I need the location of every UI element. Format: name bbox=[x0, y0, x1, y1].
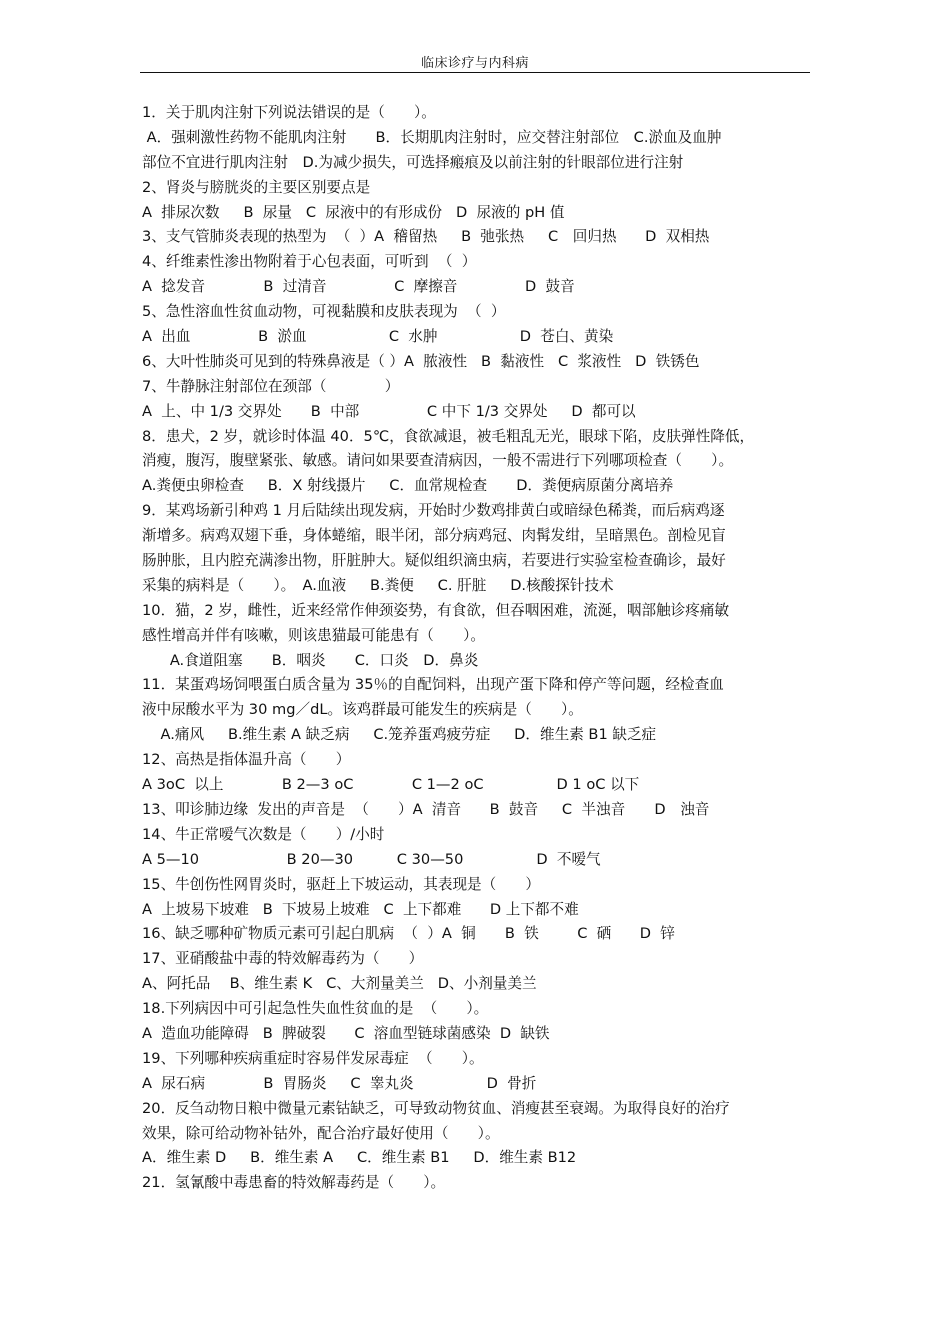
text-line: 4、纤维素性渗出物附着于心包表面，可听到 （ ） bbox=[142, 253, 477, 271]
text-line: A、阿托品 B、维生素 K C、大剂量美兰 D、小剂量美兰 bbox=[142, 975, 537, 993]
text-line: 部位不宜进行肌肉注射 D.为减少损失，可选择瘢痕及以前注射的针眼部位进行注射 bbox=[142, 153, 684, 171]
text-line: 19、下列哪种疾病重症时容易伴发尿毒症 （ ）。 bbox=[142, 1049, 484, 1067]
text-line: 5、急性溶血性贫血动物，可视黏膜和皮肤表现为 （ ） bbox=[142, 303, 506, 321]
text-line: 21．氢氰酸中毒患畜的特效解毒药是（ ）。 bbox=[142, 1174, 446, 1192]
text-line: A．强刺激性药物不能肌肉注射 B．长期肌肉注射时，应交替注射部位 C.淤血及血肿 bbox=[142, 128, 722, 146]
text-line: A 上坡易下坡难 B 下坡易上坡难 C 上下都难 D 上下都不难 bbox=[142, 900, 579, 918]
text-line: 17、亚硝酸盐中毒的特效解毒药为（ ） bbox=[142, 950, 424, 968]
text-line: 9．某鸡场新引种鸡 1 月后陆续出现发病，开始时少数鸡排黄白或暗绿色稀粪，而后病鸡逐 bbox=[142, 502, 725, 520]
text-line: 1．关于肌肉注射下列说法错误的是（ ）。 bbox=[142, 104, 436, 121]
question-list bbox=[142, 101, 814, 1196]
text-line: 肠肿胀，且内腔充满渗出物，肝脏肿大。疑似组织滴虫病，若要进行实验室检查确诊，最好 bbox=[142, 552, 726, 570]
text-line: 采集的病料是（ ）。 A.血液 B.粪便 C. 肝脏 D.核酸探针技术 bbox=[142, 576, 614, 594]
text-line: A 上、中 1/3 交界处 B 中部 C 中下 1/3 交界处 D 都可以 bbox=[142, 402, 636, 420]
text-line: 感性增高并伴有咳嗽，则该患猫最可能患有（ ）。 bbox=[142, 626, 485, 644]
text-line: 12、高热是指体温升高（ ） bbox=[142, 751, 351, 769]
text-line: 2、肾炎与膀胱炎的主要区别要点是 bbox=[142, 178, 371, 196]
text-line: 消瘦，腹泻，腹壁紧张、敏感。请问如果要查清病因，一般不需进行下列哪项检查（ ）。 bbox=[142, 452, 734, 470]
text-line: 20．反刍动物日粮中微量元素钴缺乏，可导致动物贫血、消瘦甚至衰竭。为取得良好的治疗 bbox=[142, 1099, 730, 1117]
text-line: 15、牛创伤性网胃炎时，驱赶上下坡运动，其表现是（ ） bbox=[142, 875, 541, 893]
text-line: A 捻发音 B 过清音 C 摩擦音 D 鼓音 bbox=[142, 278, 575, 296]
page-header-title: 临床诊疗与内科病 bbox=[420, 56, 529, 71]
text-line: 渐增多。病鸡双翅下垂，身体蜷缩，眼半闭，部分病鸡冠、肉髯发绀，呈暗黑色。剖检见盲 bbox=[142, 527, 726, 545]
text-line: 效果，除可给动物补钴外，配合治疗最好使用（ ）。 bbox=[142, 1124, 500, 1142]
text-line: A.食道阻塞 B．咽炎 C．口炎 D．鼻炎 bbox=[142, 651, 479, 669]
text-line: 3、支气管肺炎表现的热型为 （ ）A 稽留热 B 弛张热 C 回归热 D 双相热 bbox=[142, 228, 710, 246]
text-line: 13、叩诊肺边缘 发出的声音是 （ ）A 清音 B 鼓音 C 半浊音 D 浊音 bbox=[142, 800, 710, 818]
text-line: 8．患犬，2 岁，就诊时体温 40．5℃，食欲减退，被毛粗乱无光，眼球下陷，皮肤弹性降低， bbox=[142, 427, 755, 445]
text-line: A．维生素 D B．维生素 A C．维生素 B1 D．维生素 B12 bbox=[142, 1149, 577, 1167]
text-line: 16、缺乏哪种矿物质元素可引起白肌病 （ ）A 铜 B 铁 C 硒 D 锌 bbox=[142, 925, 675, 943]
text-line: A.粪便虫卵检查 B．X 射线摄片 C．血常规检查 D．粪便病原菌分离培养 bbox=[142, 477, 674, 495]
text-line: 11．某蛋鸡场饲喂蛋白质含量为 35％的自配饲料，出现产蛋下降和停产等问题，经检查血 bbox=[142, 676, 724, 694]
text-line: 10．猫，2 岁，雌性，近来经常作伸颈姿势，有食欲，但吞咽困难，流涎，咽部触诊疼痛敏 bbox=[142, 601, 730, 619]
text-line: A 3oC 以上 B 2—3 oC C 1—2 oC D 1 oC 以下 bbox=[142, 776, 640, 794]
text-line: A 造血功能障碍 B 脾破裂 C 溶血型链球菌感染 D 缺铁 bbox=[142, 1024, 550, 1042]
text-line: A 出血 B 淤血 C 水肿 D 苍白、黄染 bbox=[142, 328, 614, 346]
text-line: 液中尿酸水平为 30 mg／dL。该鸡群最可能发生的疾病是（ ）。 bbox=[142, 701, 583, 719]
text-line: A.痛风 B.维生素 A 缺乏病 C.笼养蛋鸡疲劳症 D．维生素 B1 缺乏症 bbox=[142, 726, 657, 744]
text-line: A 排尿次数 B 尿量 C 尿液中的有形成份 D 尿液的 pH 值 bbox=[142, 203, 565, 221]
text-line: 6、大叶性肺炎可见到的特殊鼻液是（ ）A 脓液性 B 黏液性 C 浆液性 D 铁锈色 bbox=[142, 352, 700, 370]
text-line: 7、牛静脉注射部位在颈部（ ） bbox=[142, 377, 400, 395]
text-line: A 尿石病 B 胃肠炎 C 睾丸炎 D 骨折 bbox=[142, 1074, 537, 1092]
text-line: 14、牛正常嗳气次数是（ ）/小时 bbox=[142, 825, 385, 843]
text-line: 18.下列病因中可引起急性失血性贫血的是 （ ）。 bbox=[142, 1000, 489, 1018]
header-divider bbox=[140, 72, 810, 73]
text-line: A 5—10 B 20—30 C 30—50 D 不嗳气 bbox=[142, 850, 601, 868]
